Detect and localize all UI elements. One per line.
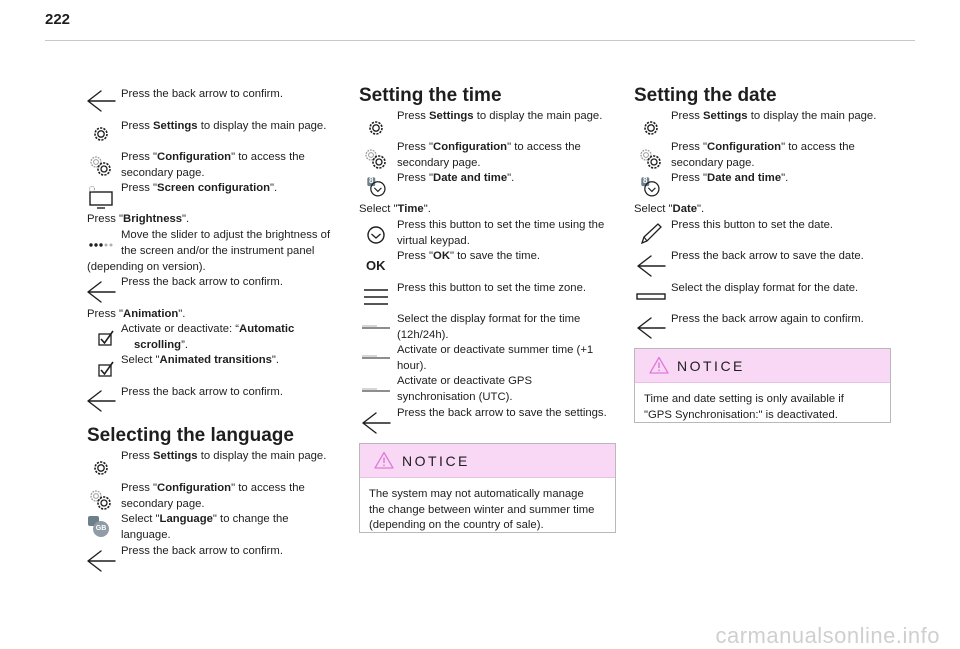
page-number: 222 (45, 11, 71, 28)
date-time-icon (636, 174, 666, 200)
notice-line: "GPS Synchronisation:" is deactivated. (644, 408, 838, 421)
notice-line: (depending on the country of sale). (369, 519, 544, 531)
col1-lang-select: Select "Language" to change the (121, 513, 289, 525)
col3-format: Select the display format for the date. (671, 282, 859, 294)
col2-timezone-text: Press this button to set the time zone. (397, 282, 587, 294)
col2-gps-text-1: Activate or deactivate GPS (397, 375, 532, 387)
col3-select-date: Select "Date". (634, 203, 705, 215)
notice-body (360, 478, 615, 541)
notice-title: NOTICE (677, 358, 745, 374)
col3-back-again: Press the back arrow again to confirm. (671, 313, 864, 325)
ok-button-icon: OK (366, 258, 386, 273)
col1-step-configuration: Press "Configuration" to access the (121, 151, 305, 163)
configuration-gears-icon (84, 487, 118, 513)
col1-auto-scroll: Activate or deactivate: “Automatic (121, 323, 295, 335)
clock-keypad-icon (359, 221, 393, 247)
col1-animated-transitions: Select "Animated transitions". (121, 354, 280, 366)
checkbox-icon (88, 356, 122, 382)
col1-slider-text-3: (depending on version). (87, 261, 206, 273)
back-arrow-icon (634, 315, 668, 341)
notice-line: The system may not automatically manage (369, 488, 584, 500)
gb-badge: GB (93, 521, 109, 537)
notice-line: Time and date setting is only available if (644, 393, 844, 405)
col3-back-save: Press the back arrow to save the date. (671, 250, 864, 262)
back-arrow-icon (359, 410, 393, 436)
col1-slider-text-1: Move the slider to adjust the brightness of (121, 229, 331, 241)
notice-box-time (359, 443, 616, 533)
col1-lang-select-cont: language. (121, 529, 171, 541)
date-time-icon (362, 174, 392, 200)
flag-number: 8 (643, 176, 648, 185)
col2-summer-text-1: Activate or deactivate summer time (+1 (397, 344, 594, 356)
back-arrow-icon (84, 548, 118, 574)
configuration-gears-icon (84, 153, 118, 179)
settings-gear-icon (359, 115, 393, 141)
col2-format-text-2: (12h/24h). (397, 329, 449, 341)
heading-setting-date: Setting the date (634, 85, 777, 106)
col3-step-settings: Press Settings to display the main page. (671, 110, 877, 122)
heading-setting-time: Setting the time (359, 85, 502, 106)
col1-lang-back: Press the back arrow to confirm. (121, 545, 283, 557)
col2-format-text-1: Select the display format for the time (397, 313, 581, 325)
col1-step-configuration-cont: secondary page. (121, 167, 205, 179)
col2-step-settings: Press Settings to display the main page. (397, 110, 603, 122)
col3-step-configuration-cont: secondary page. (671, 157, 755, 169)
toggle-line-icon (359, 378, 393, 404)
warning-icon (649, 356, 669, 374)
col3-step-configuration: Press "Configuration" to access the (671, 141, 855, 153)
flag-number: 8 (369, 176, 374, 185)
col3-set-date: Press this button to set the date. (671, 219, 834, 231)
col2-keypad-text-1: Press this button to set the time using the (397, 219, 605, 231)
col1-lang-settings: Press Settings to display the main page. (121, 450, 327, 462)
col2-back-save: Press the back arrow to save the settings. (397, 407, 607, 419)
notice-header (360, 444, 615, 478)
col1-auto-scroll-cont: scrolling”. (134, 339, 188, 351)
language-gb-icon (88, 516, 112, 538)
col1-step-screen-config: Press "Screen configuration". (121, 182, 278, 194)
top-divider (45, 40, 915, 41)
col2-summer-text-2: hour). (397, 360, 427, 372)
col1-step-back-confirm-3: Press the back arrow to confirm. (121, 386, 283, 398)
settings-gear-icon (634, 115, 668, 141)
configuration-gears-icon (359, 146, 393, 172)
configuration-gears-icon (634, 146, 668, 172)
col1-brightness: Press "Brightness". (87, 213, 190, 225)
col1-step-back-confirm-2: Press the back arrow to confirm. (121, 276, 283, 288)
notice-line: the change between winter and summer time (369, 503, 595, 516)
pencil-edit-icon (634, 221, 668, 247)
settings-gear-icon (84, 455, 118, 481)
col2-step-configuration-cont: secondary page. (397, 157, 481, 169)
brightness-slider-icon (84, 231, 118, 257)
watermark: carmanualsonline.info (715, 622, 940, 648)
screen-configuration-icon (84, 184, 118, 210)
col2-gps-text-2: synchronisation (UTC). (397, 391, 513, 403)
back-arrow-icon (84, 388, 118, 414)
col1-lang-configuration-cont: secondary page. (121, 498, 205, 510)
toggle-line-icon (359, 345, 393, 371)
notice-title: NOTICE (402, 453, 470, 469)
col1-step-back-confirm: Press the back arrow to confirm. (121, 88, 283, 100)
menu-lines-icon (359, 284, 393, 310)
toggle-line-icon (359, 315, 393, 341)
col2-keypad-text-2: virtual keypad. (397, 235, 470, 247)
notice-body (635, 383, 890, 430)
col2-ok-text: Press "OK" to save the time. (397, 250, 541, 262)
back-arrow-icon (634, 253, 668, 279)
heading-selecting-language: Selecting the language (87, 425, 294, 446)
col1-animation: Press "Animation". (87, 308, 186, 320)
notice-box-date (634, 348, 891, 423)
format-bar-icon (634, 284, 668, 310)
col2-step-configuration: Press "Configuration" to access the (397, 141, 581, 153)
col1-step-settings: Press Settings to display the main page. (121, 120, 327, 132)
back-arrow-icon (84, 279, 118, 305)
col1-lang-configuration: Press "Configuration" to access the (121, 482, 305, 494)
notice-header (635, 349, 890, 383)
back-arrow-icon (84, 88, 118, 114)
col3-step-date-time: Press "Date and time". (671, 172, 789, 184)
checkbox-icon (88, 325, 122, 351)
col2-select-time: Select "Time". (359, 203, 431, 215)
warning-icon (374, 451, 394, 469)
settings-gear-icon (84, 121, 118, 147)
col2-step-date-time: Press "Date and time". (397, 172, 515, 184)
col1-slider-text-2: the screen and/or the instrument panel (121, 245, 315, 257)
